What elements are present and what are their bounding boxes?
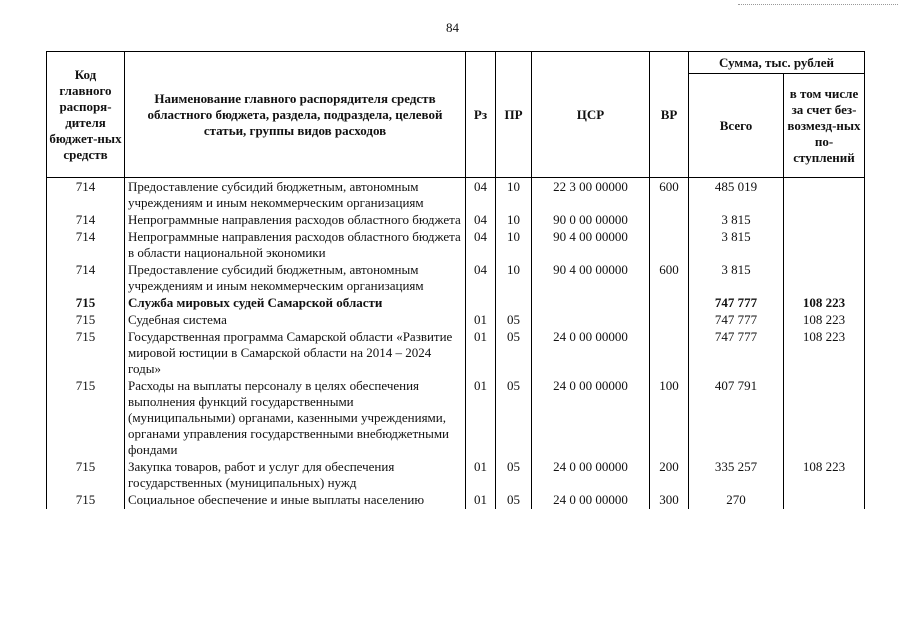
- cell-vr: [650, 329, 689, 378]
- cell-csr: 24 0 00 00000: [532, 329, 650, 378]
- cell-vr: [650, 295, 689, 312]
- header-code: Код главного распоря-дителя бюджет-ных средств: [47, 52, 125, 178]
- cell-pr: 10: [496, 212, 532, 229]
- cell-vr: 200: [650, 459, 689, 492]
- table-body: [47, 178, 865, 510]
- cell-vr: 600: [650, 262, 689, 295]
- cell-pr: 05: [496, 329, 532, 378]
- cell-csr: 90 0 00 00000: [532, 212, 650, 229]
- cell-name: Социальное обеспечение и иные выплаты населению: [125, 492, 466, 509]
- cell-name: Судебная система: [125, 312, 466, 329]
- cell-csr: 90 4 00 00000: [532, 262, 650, 295]
- cell-total: 747 777: [689, 295, 784, 312]
- cell-csr: 22 3 00 00000: [532, 178, 650, 213]
- cell-name: Предоставление субсидий бюджетным, автономным учреждениям и иным некоммерческим организациям: [125, 178, 466, 213]
- table-row: [47, 329, 865, 378]
- cell-total: 407 791: [689, 378, 784, 459]
- cell-csr: 24 0 00 00000: [532, 492, 650, 509]
- cell-code: 715: [47, 295, 125, 312]
- cell-name: Государственная программа Самарской области «Развитие мировой юстиции в Самарской области на 2014 – 2024 годы»: [125, 329, 466, 378]
- cell-code: 715: [47, 492, 125, 509]
- cell-name: Непрограммные направления расходов областного бюджета в области национальной экономики: [125, 229, 466, 262]
- corner-rule: [738, 4, 898, 5]
- cell-rz: 04: [466, 178, 496, 213]
- cell-vr: 100: [650, 378, 689, 459]
- cell-free: [784, 178, 865, 213]
- table-row: [47, 459, 865, 492]
- cell-rz: 01: [466, 378, 496, 459]
- table-row: [47, 262, 865, 295]
- page-number: 84: [446, 20, 459, 35]
- cell-code: 715: [47, 378, 125, 459]
- header-free: в том числе за счет без-возмезд-ных по-ступлений: [784, 74, 865, 178]
- header-vr: ВР: [650, 52, 689, 178]
- header-name: Наименование главного распорядителя средств областного бюджета, раздела, подраздела, целевой статьи, группы видов расходов: [125, 52, 466, 178]
- cell-rz: 04: [466, 262, 496, 295]
- cell-total: 270: [689, 492, 784, 509]
- cell-total: 485 019: [689, 178, 784, 213]
- cell-free: 108 223: [784, 312, 865, 329]
- cell-pr: 10: [496, 229, 532, 262]
- table-row: [47, 295, 865, 312]
- cell-total: 335 257: [689, 459, 784, 492]
- cell-csr: 24 0 00 00000: [532, 459, 650, 492]
- cell-csr: 90 4 00 00000: [532, 229, 650, 262]
- header-csr: ЦСР: [532, 52, 650, 178]
- table-row: [47, 378, 865, 459]
- cell-pr: 05: [496, 492, 532, 509]
- cell-name: Предоставление субсидий бюджетным, автономным учреждениям и иным некоммерческим организациям: [125, 262, 466, 295]
- cell-vr: [650, 229, 689, 262]
- cell-rz: 04: [466, 229, 496, 262]
- cell-free: 108 223: [784, 329, 865, 378]
- cell-pr: 05: [496, 459, 532, 492]
- cell-name: Непрограммные направления расходов областного бюджета: [125, 212, 466, 229]
- cell-total: 747 777: [689, 329, 784, 378]
- cell-name: Расходы на выплаты персоналу в целях обеспечения выполнения функций государственными (муниципальными) органами, казенными учреждениями, органами управления государственными внебюджетными фондами: [125, 378, 466, 459]
- header-rz: Рз: [466, 52, 496, 178]
- table-row: [47, 178, 865, 213]
- cell-code: 714: [47, 178, 125, 213]
- cell-code: 714: [47, 262, 125, 295]
- table-header: [47, 52, 865, 178]
- cell-rz: 01: [466, 329, 496, 378]
- cell-pr: 05: [496, 378, 532, 459]
- table-row: [47, 492, 865, 509]
- cell-free: [784, 378, 865, 459]
- cell-name: Закупка товаров, работ и услуг для обеспечения государственных (муниципальных) нужд: [125, 459, 466, 492]
- table-row: [47, 312, 865, 329]
- budget-table: [46, 51, 865, 509]
- cell-total: 747 777: [689, 312, 784, 329]
- table-row: [47, 229, 865, 262]
- cell-rz: 01: [466, 312, 496, 329]
- cell-csr: [532, 312, 650, 329]
- cell-vr: 300: [650, 492, 689, 509]
- header-sum: Сумма, тыс. рублей: [689, 52, 865, 74]
- table-row: [47, 212, 865, 229]
- cell-pr: 05: [496, 312, 532, 329]
- cell-total: 3 815: [689, 212, 784, 229]
- cell-free: [784, 262, 865, 295]
- header-total: Всего: [689, 74, 784, 178]
- cell-free: [784, 492, 865, 509]
- cell-free: 108 223: [784, 295, 865, 312]
- cell-free: [784, 212, 865, 229]
- cell-free: 108 223: [784, 459, 865, 492]
- cell-csr: [532, 295, 650, 312]
- cell-csr: 24 0 00 00000: [532, 378, 650, 459]
- cell-vr: [650, 312, 689, 329]
- cell-code: 714: [47, 229, 125, 262]
- cell-total: 3 815: [689, 229, 784, 262]
- cell-rz: [466, 295, 496, 312]
- cell-code: 715: [47, 459, 125, 492]
- cell-rz: 01: [466, 492, 496, 509]
- cell-free: [784, 229, 865, 262]
- cell-code: 715: [47, 312, 125, 329]
- cell-pr: 10: [496, 178, 532, 213]
- cell-name: Служба мировых судей Самарской области: [125, 295, 466, 312]
- cell-vr: 600: [650, 178, 689, 213]
- cell-rz: 01: [466, 459, 496, 492]
- cell-code: 714: [47, 212, 125, 229]
- cell-pr: [496, 295, 532, 312]
- cell-pr: 10: [496, 262, 532, 295]
- header-pr: ПР: [496, 52, 532, 178]
- cell-code: 715: [47, 329, 125, 378]
- cell-rz: 04: [466, 212, 496, 229]
- cell-total: 3 815: [689, 262, 784, 295]
- cell-vr: [650, 212, 689, 229]
